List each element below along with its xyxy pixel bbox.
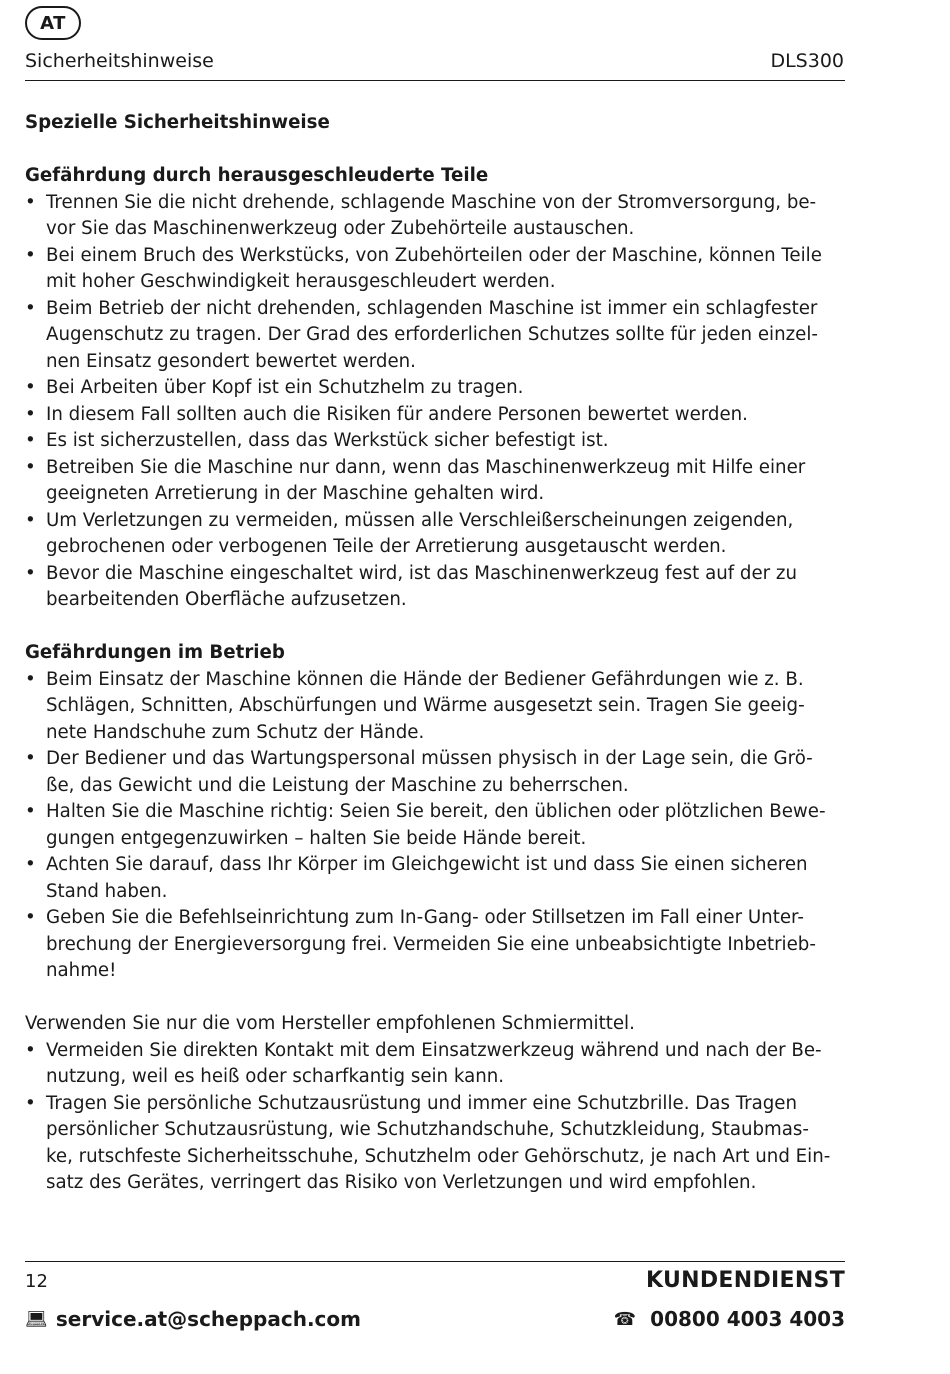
list-item-text: Tragen Sie persönliche Schutzausrüstung und immer eine Schutzbrille. Das Tragen persönlicher Schutzausrüstung, wie Schutzhandschuhe, Schutzkleidung, Staubmas- ke, rutschfeste Sicherheitsschuhe, Schutzhelm oder Gehörschutz, je nach Art und Ein- satz des Gerätes, verringert das Risiko von Verletzungen und wird empfohlen.	[46, 1092, 831, 1193]
list-item-text: Beim Betrieb der nicht drehenden, schlagenden Maschine ist immer ein schlagfester Augenschutz zu tragen. Der Grad des erforderlichen Schutzes sollte für jeden einzel- nen Einsatz gesondert bewertet werden.	[46, 297, 818, 372]
list-item	[25, 561, 845, 614]
list-item-text: Beim Einsatz der Maschine können die Hände der Bediener Gefährdungen wie z. B. Schlägen, Schnitten, Abschürfungen und Wärme ausgesetzt sein. Tragen Sie geeig- nete Handschuhe zum Schutz der Hände.	[46, 668, 805, 743]
header-section-title: Sicherheitshinweise	[25, 50, 214, 72]
bullet-icon: •	[25, 297, 36, 319]
list-item	[25, 428, 845, 455]
section-heading: Gefährdung durch herausgeschleuderte Teile	[25, 165, 489, 186]
list-item-text: Der Bediener und das Wartungspersonal müssen physisch in der Lage sein, die Grö- ße, das Gewicht und die Leistung der Maschine zu beherrschen.	[46, 748, 813, 796]
telephone-icon: ☎	[613, 1308, 637, 1330]
service-email[interactable]	[25, 1307, 361, 1331]
page-number: 12	[25, 1271, 48, 1292]
bullet-icon: •	[25, 907, 36, 928]
bullet-icon: •	[25, 377, 36, 398]
list-item	[25, 852, 845, 905]
list-item-text: Halten Sie die Maschine richtig: Seien Sie bereit, den üblichen oder plötzlichen Bewe- gungen entgegenzuwirken – halten Sie beide Hände bereit.	[46, 801, 826, 849]
phone-text[interactable]: 00800 4003 4003	[650, 1307, 845, 1331]
list-item-text: Achten Sie darauf, dass Ihr Körper im Gleichgewicht ist und dass Sie einen sicheren Stand haben.	[46, 854, 808, 902]
main-content	[25, 110, 845, 1197]
bullet-icon: •	[25, 562, 36, 584]
list-item-text: Bevor die Maschine eingeschaltet wird, ist das Maschinenwerkzeug fest auf der zu bearbeitenden Oberfläche aufzusetzen.	[46, 562, 797, 610]
service-label: KUNDENDIENST	[646, 1268, 845, 1293]
bullet-list	[25, 1038, 845, 1197]
bullet-icon: •	[25, 456, 36, 478]
closing-intro: Verwenden Sie nur die vom Hersteller empfohlenen Schmiermittel.	[25, 1013, 635, 1034]
list-item-text: Es ist sicherzustellen, dass das Werkstück sicher befestigt ist.	[46, 430, 609, 451]
list-item	[25, 402, 845, 429]
list-item-text: Geben Sie die Befehlseinrichtung zum In-Gang- oder Stillsetzen im Fall einer Unter- brechung der Energieversorgung frei. Vermeiden Sie eine unbeabsichtigte Inbetrieb- nahme!	[46, 907, 816, 981]
bullet-icon: •	[25, 748, 36, 769]
list-item	[25, 667, 845, 747]
section-heading: Gefährdungen im Betrieb	[25, 642, 285, 663]
computer-icon: 💻︎	[25, 1308, 48, 1330]
bullet-list	[25, 667, 845, 985]
header-divider	[25, 80, 845, 81]
list-item-text: In diesem Fall sollten auch die Risiken für andere Personen bewertet werden.	[46, 403, 748, 425]
list-item	[25, 296, 845, 376]
list-item	[25, 243, 845, 296]
header-model: DLS300	[770, 50, 844, 72]
service-phone[interactable]	[614, 1307, 845, 1331]
list-item	[25, 455, 845, 508]
list-item-text: Trennen Sie die nicht drehende, schlagende Maschine von der Stromversorgung, be- vor Sie das Maschinenwerkzeug oder Zubehörteile austauschen.	[46, 191, 817, 239]
list-item-text: Um Verletzungen zu vermeiden, müssen alle Verschleißerscheinungen zeigenden, gebrochenen oder verbogenen Teile der Arretierung ausgetauscht werden.	[46, 509, 794, 557]
bullet-icon: •	[25, 430, 36, 451]
list-item	[25, 799, 845, 852]
bullet-icon: •	[25, 1092, 36, 1114]
bullet-icon: •	[25, 854, 36, 875]
country-badge: AT	[25, 6, 81, 40]
list-item-text: Bei Arbeiten über Kopf ist ein Schutzhelm zu tragen.	[46, 377, 524, 398]
page-title: Spezielle Sicherheitshinweise	[25, 112, 330, 133]
bullet-icon: •	[25, 244, 36, 266]
list-item	[25, 905, 845, 985]
bullet-icon: •	[25, 801, 36, 822]
list-item-text: Vermeiden Sie direkten Kontakt mit dem Einsatzwerkzeug während und nach der Be- nutzung, weil es heiß oder scharfkantig sein kann.	[46, 1039, 822, 1087]
footer-divider	[25, 1261, 845, 1262]
list-item	[25, 375, 845, 402]
bullet-icon: •	[25, 403, 36, 425]
list-item	[25, 508, 845, 561]
bullet-icon: •	[25, 668, 36, 690]
email-text[interactable]: service.at@scheppach.com	[55, 1307, 361, 1331]
list-item	[25, 190, 845, 243]
list-item-text: Betreiben Sie die Maschine nur dann, wenn das Maschinenwerkzeug mit Hilfe einer geeigneten Arretierung in der Maschine gehalten wird.	[46, 456, 806, 504]
bullet-icon: •	[25, 191, 36, 213]
list-item	[25, 1038, 845, 1091]
bullet-list	[25, 190, 845, 614]
list-item-text: Bei einem Bruch des Werkstücks, von Zubehörteilen oder der Maschine, können Teile mit hoher Geschwindigkeit herausgeschleudert werden.	[46, 244, 822, 292]
bullet-icon: •	[25, 509, 36, 531]
list-item	[25, 746, 845, 799]
bullet-icon: •	[25, 1039, 36, 1061]
list-item	[25, 1091, 845, 1197]
